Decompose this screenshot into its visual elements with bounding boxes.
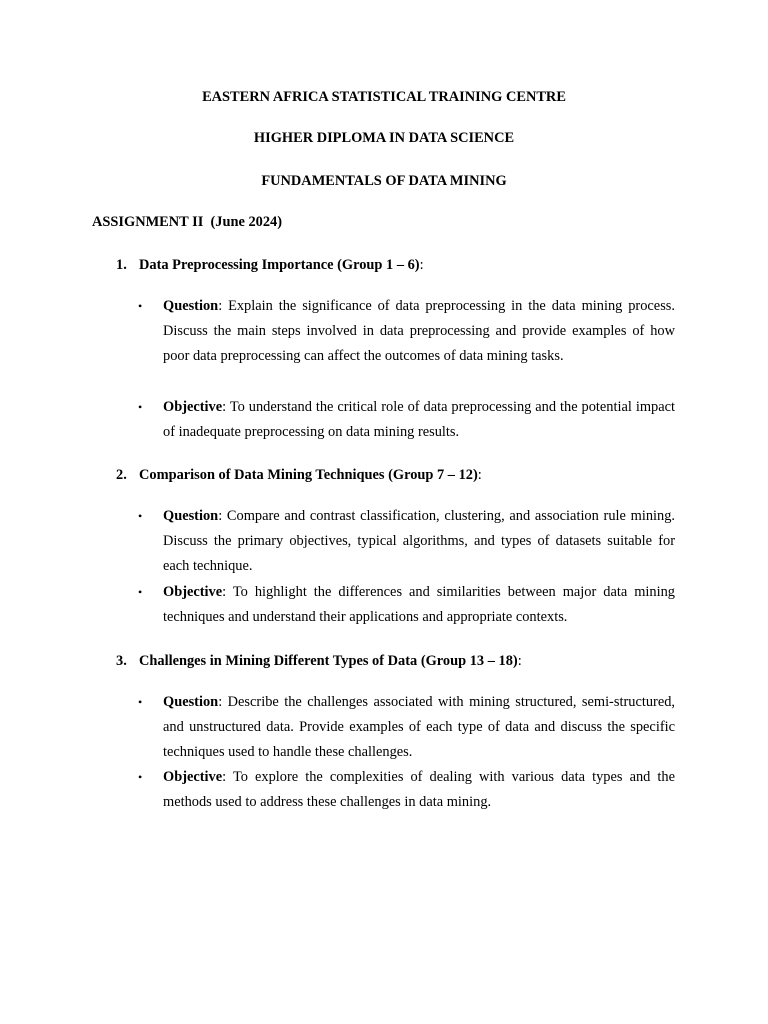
question-label: Question — [163, 508, 219, 524]
section-number: 2. — [116, 467, 127, 483]
bullet-icon: • — [138, 695, 143, 709]
section-3-objective — [138, 765, 675, 815]
bullet-icon: • — [138, 585, 143, 599]
objective-label: Objective — [163, 769, 223, 785]
section-3-question — [138, 690, 675, 766]
bullet-icon: • — [138, 770, 143, 784]
question-label: Question — [163, 298, 219, 314]
section-1-objective — [138, 395, 675, 445]
bullet-icon: • — [138, 299, 143, 313]
objective-text: : To understand the critical role of data preprocessing and the potential impact of inadequate preprocessing on data mining results. — [163, 399, 675, 441]
section-3-title — [116, 652, 522, 670]
section-title-suffix: : — [477, 467, 482, 483]
section-title-suffix: : — [517, 653, 522, 669]
section-title-text: Data Preprocessing Importance (Group 1 – 6) — [139, 257, 420, 273]
section-1-title — [116, 256, 424, 274]
section-2-objective — [138, 580, 675, 630]
section-title-suffix: : — [419, 257, 424, 273]
section-2-question — [138, 504, 675, 580]
objective-text: : To explore the complexities of dealing with various data types and the methods used to address these challenges in data mining. — [163, 769, 675, 811]
assignment-title: ASSIGNMENT II (June 2024) — [92, 214, 283, 230]
section-title-text: Comparison of Data Mining Techniques (Group 7 – 12) — [139, 467, 478, 483]
section-title-text: Challenges in Mining Different Types of Data (Group 13 – 18) — [139, 653, 518, 669]
institution-heading: EASTERN AFRICA STATISTICAL TRAINING CENTRE — [202, 89, 566, 105]
objective-label: Objective — [163, 584, 223, 600]
bullet-icon: • — [138, 509, 143, 523]
objective-label: Objective — [163, 399, 223, 415]
objective-text: : To highlight the differences and similarities between major data mining techniques and understand their applications and appropriate contexts. — [163, 584, 675, 626]
bullet-icon: • — [138, 400, 143, 414]
section-number: 1. — [116, 257, 127, 273]
question-text: : Describe the challenges associated with mining structured, semi-structured, and unstructured data. Provide examples of each type of data and discuss the specific techniques used to handle these challenges. — [163, 694, 675, 761]
question-text: : Explain the significance of data preprocessing in the data mining process. Discuss the main steps involved in data preprocessing and provide examples of how poor data preprocessing can affect the outcomes of data mining tasks. — [163, 298, 675, 365]
question-text: : Compare and contrast classification, clustering, and association rule mining. Discuss the primary objectives, typical algorithms, and types of datasets suitable for each technique. — [163, 508, 675, 575]
section-2-title — [116, 466, 482, 484]
question-label: Question — [163, 694, 219, 710]
course-heading: FUNDAMENTALS OF DATA MINING — [261, 173, 507, 189]
program-heading: HIGHER DIPLOMA IN DATA SCIENCE — [253, 130, 515, 146]
section-1-question — [138, 294, 675, 370]
section-number: 3. — [116, 653, 127, 669]
